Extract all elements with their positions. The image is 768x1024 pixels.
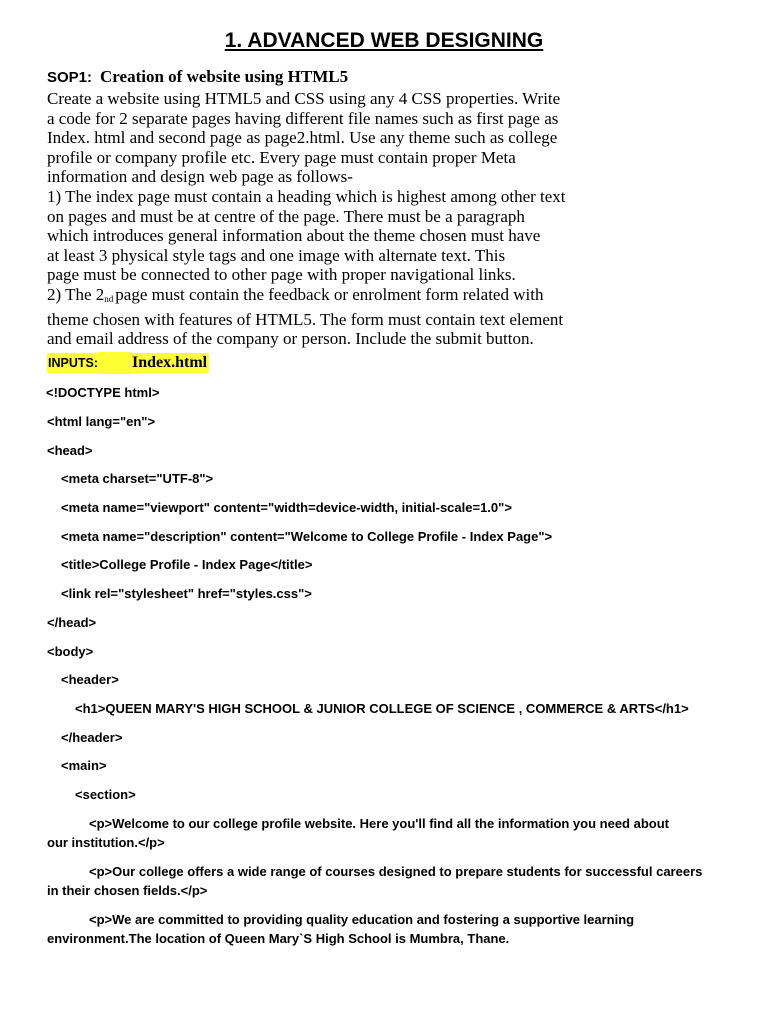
document-title: 1. ADVANCED WEB DESIGNING bbox=[224, 29, 544, 52]
instruction-line: and email address of the company or person. Include the submit button. bbox=[47, 329, 534, 349]
code-line: in their chosen fields.</p> bbox=[47, 883, 208, 898]
code-line: <html lang="en"> bbox=[47, 414, 156, 429]
inputs-heading-row bbox=[47, 352, 209, 374]
code-line: <section> bbox=[75, 787, 136, 802]
instruction-line: a code for 2 separate pages having different file names such as first page as bbox=[47, 108, 559, 128]
instruction-text: page must contain the feedback or enrolment form related with bbox=[115, 284, 544, 304]
code-line: <link rel="stylesheet" href="styles.css"> bbox=[61, 586, 312, 601]
instruction-line-second-page bbox=[47, 285, 747, 310]
code-line: <!DOCTYPE html> bbox=[46, 385, 160, 400]
code-line: <p>Welcome to our college profile website. Here you'll find all the information you need about bbox=[89, 816, 669, 831]
instruction-line: page must be connected to other page with proper navigational links. bbox=[47, 265, 516, 285]
code-line: environment.The location of Queen Mary`S High School is Mumbra, Thane. bbox=[47, 931, 510, 946]
instruction-text: 2) The 2 bbox=[47, 284, 105, 304]
code-line: <body> bbox=[47, 644, 94, 659]
code-line: <meta charset="UTF-8"> bbox=[61, 471, 214, 486]
sop-label: SOP1: bbox=[47, 69, 93, 86]
instruction-line: profile or company profile etc. Every page must contain proper Meta bbox=[47, 147, 516, 167]
instructions-paragraph bbox=[47, 89, 747, 349]
inputs-filename: Index.html bbox=[132, 354, 208, 371]
highlight-gap bbox=[98, 352, 132, 374]
instruction-line: information and design web page as follows- bbox=[47, 167, 353, 187]
sop-heading: Creation of website using HTML5 bbox=[100, 67, 349, 86]
code-line: <p>Our college offers a wide range of courses designed to prepare students for successful careers bbox=[89, 864, 703, 879]
code-line: <title>College Profile - Index Page</title> bbox=[61, 557, 313, 572]
instruction-line: on pages and must be at centre of the page. There must be a paragraph bbox=[47, 206, 525, 226]
code-line: <head> bbox=[47, 443, 93, 458]
instruction-line: Index. html and second page as page2.html. Use any theme such as college bbox=[47, 128, 558, 148]
instruction-line: at least 3 physical style tags and one image with alternate text. This bbox=[47, 245, 506, 265]
code-line: </header> bbox=[61, 730, 123, 745]
inputs-label: INPUTS: bbox=[47, 353, 98, 373]
instruction-line: 1) The index page must contain a heading which is highest among other text bbox=[47, 186, 566, 206]
code-line: <header> bbox=[61, 672, 119, 687]
instruction-line: which introduces general information about the theme chosen must have bbox=[47, 226, 541, 246]
code-line: <meta name="viewport" content="width=device-width, initial-scale=1.0"> bbox=[61, 500, 512, 515]
code-line: <main> bbox=[61, 758, 107, 773]
code-line: <p>We are committed to providing quality education and fostering a supportive learning bbox=[89, 912, 635, 927]
code-line: <meta name="description" content="Welcome to College Profile - Index Page"> bbox=[61, 529, 553, 544]
instruction-line: theme chosen with features of HTML5. The form must contain text element bbox=[47, 309, 564, 329]
sop-heading-row bbox=[47, 66, 737, 89]
code-line: our institution.</p> bbox=[47, 835, 165, 850]
code-line: <h1>QUEEN MARY'S HIGH SCHOOL & JUNIOR COLLEGE OF SCIENCE , COMMERCE & ARTS</h1> bbox=[75, 701, 689, 716]
instruction-subscript: nd bbox=[104, 293, 114, 304]
code-line: </head> bbox=[47, 615, 97, 630]
instruction-line: Create a website using HTML5 and CSS using any 4 CSS properties. Write bbox=[47, 89, 561, 108]
